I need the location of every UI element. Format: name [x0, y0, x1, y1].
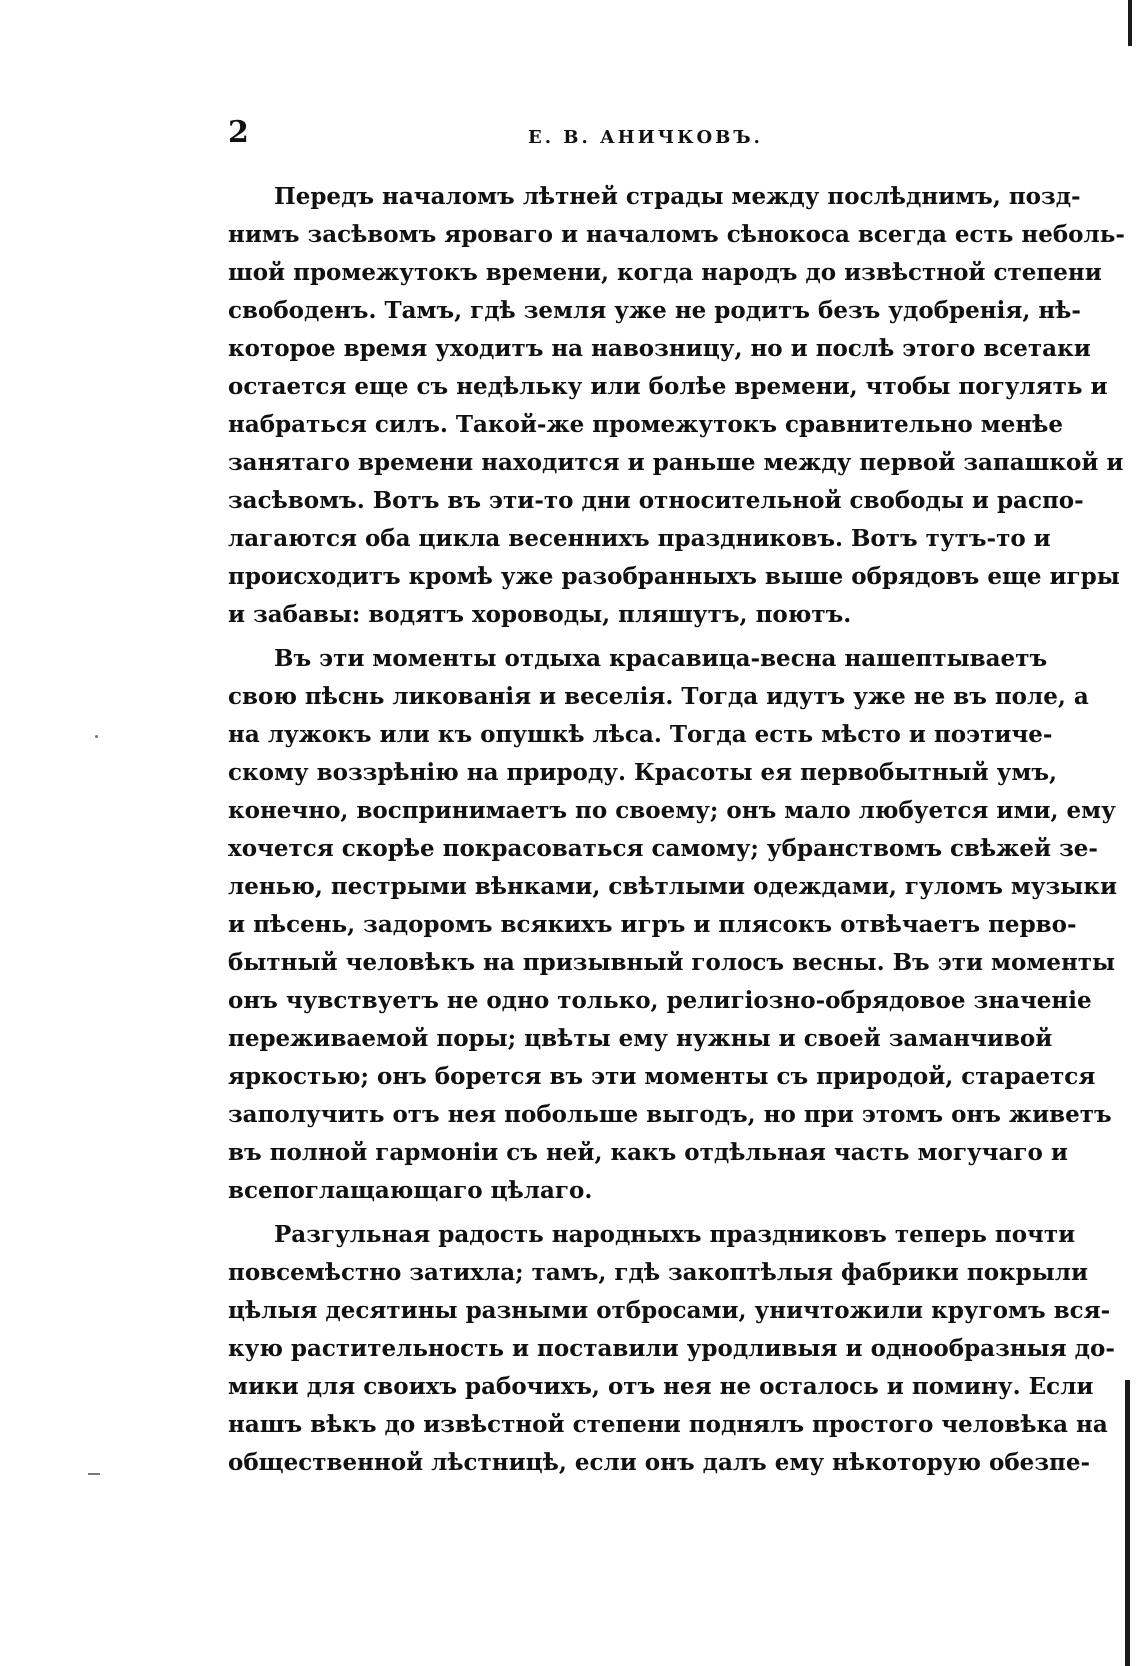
text-line: нашъ вѣкъ до извѣстной степени поднялъ простого человѣка на — [228, 1411, 1108, 1438]
text-line: происходитъ кромѣ уже разобранныхъ выше обрядовъ еще игры — [228, 563, 1120, 590]
text-line: бытный человѣкъ на призывный голосъ весны. Въ эти моменты — [228, 949, 1116, 976]
text-line: Передъ началомъ лѣтней страды между послѣднимъ, позд- — [274, 183, 1081, 210]
paragraph-3 — [228, 1216, 1115, 1482]
text-line: на лужокъ или къ опушкѣ лѣса. Тогда есть мѣсто и поэтиче- — [228, 721, 1053, 748]
text-line: ленью, пестрыми вѣнками, свѣтлыми одеждами, гуломъ музыки — [228, 873, 1118, 900]
paragraph-2 — [228, 640, 1118, 1210]
text-line: переживаемой поры; цвѣты ему нужны и своей заманчивой — [228, 1025, 1053, 1052]
text-line: Разгульная радость народныхъ праздниковъ теперь почти — [274, 1221, 1076, 1248]
text-line: нимъ засѣвомъ яроваго и началомъ сѣнокоса всегда есть неболь- — [228, 221, 1125, 248]
text-line: въ полной гармоніи съ ней, какъ отдѣльная часть могучаго и — [228, 1139, 1068, 1166]
text-line: Въ эти моменты отдыха красавица-весна нашептываетъ — [274, 645, 1048, 672]
text-line: конечно, воспринимаетъ по своему; онъ мало любуется ими, ему — [228, 797, 1116, 824]
text-line: онъ чувствуетъ не одно только, религіозно-обрядовое значеніе — [228, 987, 1092, 1014]
text-line: занятаго времени находится и раньше между первой запашкой и — [228, 449, 1124, 476]
body-text — [228, 178, 1125, 1488]
text-line: и забавы: водятъ хороводы, пляшутъ, поютъ. — [228, 601, 852, 628]
text-line: свободенъ. Тамъ, гдѣ земля уже не родитъ безъ удобренія, нѣ- — [228, 297, 1081, 324]
running-head-author: Е. В. АНИЧКОВЪ. — [528, 127, 763, 148]
text-line: скому воззрѣнію на природу. Красоты ея первобытный умъ, — [228, 759, 1057, 786]
text-line: свою пѣснь ликованія и веселія. Тогда идутъ уже не въ поле, а — [228, 683, 1089, 710]
text-line: цѣлыя десятины разными отбросами, уничтожили кругомъ вся- — [228, 1297, 1111, 1324]
text-line: остается еще съ недѣльку или болѣе времени, чтобы погулять и — [228, 373, 1108, 400]
paragraph-1 — [228, 178, 1125, 634]
text-line: общественной лѣстницѣ, если онъ далъ ему нѣкоторую обезпе- — [228, 1449, 1091, 1476]
page-number: 2 — [228, 115, 249, 150]
scan-speck — [95, 735, 98, 738]
text-line: яркостью; онъ борется въ эти моменты съ природой, старается — [228, 1063, 1096, 1090]
scan-edge-mark — [1128, 0, 1132, 46]
text-line: мики для своихъ рабочихъ, отъ нея не осталось и помину. Если — [228, 1373, 1094, 1400]
text-line: набраться силъ. Такой-же промежутокъ сравнительно менѣе — [228, 411, 1063, 438]
text-line: шой промежутокъ времени, когда народъ до извѣстной степени — [228, 259, 1102, 286]
running-head — [228, 115, 1028, 158]
scan-edge-mark — [1125, 1380, 1130, 1666]
text-line: засѣвомъ. Вотъ въ эти-то дни относительной свободы и распо- — [228, 487, 1084, 514]
text-line: всепоглащающаго цѣлаго. — [228, 1177, 593, 1204]
text-line: которое время уходитъ на навозницу, но и послѣ этого всетаки — [228, 335, 1091, 362]
text-line: повсемѣстно затихла; тамъ, гдѣ закоптѣлыя фабрики покрыли — [228, 1259, 1089, 1286]
text-line: и пѣсень, задоромъ всякихъ игръ и плясокъ отвѣчаетъ перво- — [228, 911, 1077, 938]
text-line: лагаются оба цикла весеннихъ праздниковъ. Вотъ тутъ-то и — [228, 525, 1051, 552]
scan-speck — [88, 1473, 100, 1475]
text-line: кую растительность и поставили уродливыя и однообразныя до- — [228, 1335, 1115, 1362]
text-line: заполучить отъ нея побольше выгодъ, но при этомъ онъ живетъ — [228, 1101, 1112, 1128]
text-line: хочется скорѣе покрасоваться самому; убранствомъ свѣжей зе- — [228, 835, 1098, 862]
